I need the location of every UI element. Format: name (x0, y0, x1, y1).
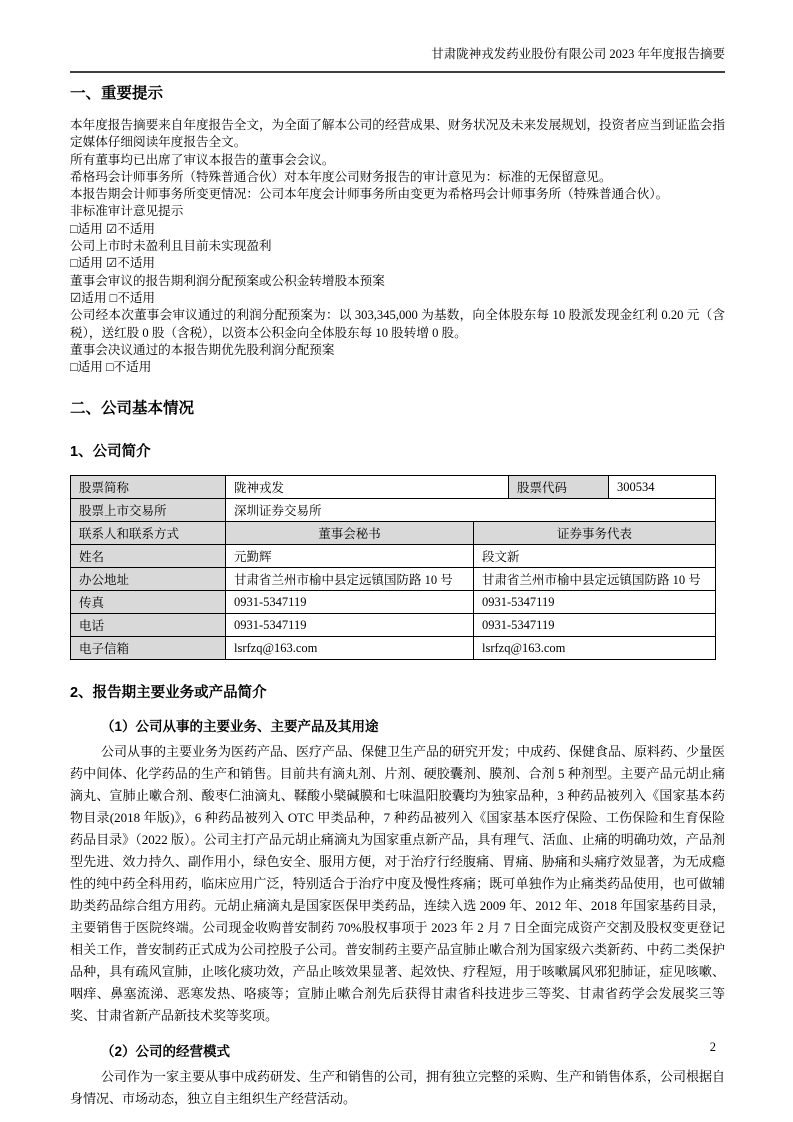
stock-name-label-cell: 股票简称 (71, 476, 226, 499)
table-row-exchange (71, 499, 716, 522)
notice-line: 董事会审议的报告期利润分配预案或公积金转增股本预案 (70, 273, 385, 288)
company-info-table (70, 475, 716, 660)
section-1-body (70, 117, 725, 376)
representative-value-cell: 0931-5347119 (474, 591, 716, 614)
table-row (71, 637, 716, 660)
running-header (70, 46, 725, 73)
business-part1-paragraph: 公司从事的主要业务为医药产品、医疗产品、保健卫生产品的研究开发；中成药、保健食品、原料药、少量医药中间体、化学药品的生产和销售。目前共有滴丸剂、片剂、硬胶囊剂、膜剂、合剂 5 种剂型。主要产品元胡止痛滴丸、宣肺止嗽合剂、酸枣仁油滴丸、鞣酸小檗碱膜和七味温阳胶囊均为独家品种，3 种药品被列入《国家基本药物目录(2018 年版)》，6 种药品被列入 OTC 甲类品种，7 种药品被列入《国家基本医疗保险、工伤保险和生育保险药品目录》（2022 版）。公司主打产品元胡止痛滴丸为国家重点新产品，具有理气、活血、止痛的明确功效，产品剂型先进、效力持久、副作用小，绿色安全、服用方便，对于治疗行经腹痛、胃痛、胁痛和头痛疗效显著，为无成瘾性的纯中药全科用药，临床应用广泛，特别适合于治疗中度及慢性疼痛；既可单独作为止痛类药品使用，也可做辅助类药品综合组方用药。元胡止痛滴丸是国家医保甲类药品，连续入选 2009 年、2012 年、2018 年国家基药目录，主要销售于医院终端。公司现金收购普安制药 70%股权事项于 2023 年 2 月 7 日全面完成资产交割及股权变更登记相关工作，普安制药正式成为公司控股子公司。普安制药主要产品宣肺止嗽合剂为国家级六类新药、中药二类保护品种，具有疏风宣肺，止咳化痰功效，产品止咳效果显著、起效快、疗程短，用于咳嗽属风邪犯肺证，症见咳嗽、咽痒、鼻塞流涕、恶寒发热、咯痰等；宣肺止嗽合剂先后获得甘肃省科技进步三等奖、甘肃省药学会发展奖三等奖、甘肃省新产品新技术奖等奖项。 (70, 744, 726, 1024)
page-number: 2 (709, 1040, 716, 1054)
secretary-value-cell: 0931-5347119 (226, 614, 474, 637)
running-header-title: 甘肃陇神戎发药业股份有限公司 2023 年年度报告摘要 (431, 47, 725, 61)
secretary-value-cell: 甘肃省兰州市榆中县定远镇国防路 10 号 (226, 568, 474, 591)
contact-label-cell: 联系人和联系方式 (71, 522, 226, 545)
stock-name-value-cell: 陇神戎发 (226, 476, 509, 499)
secretary-value-cell: 元勤辉 (226, 545, 474, 568)
notice-line: 公司经本次董事会审议通过的利润分配预案为：以 303,345,000 为基数，向全体股东每 10 股派发现金红利 0.20 元（含税），送红股 0 股（含税），以资本公积金向全体股东每 10 股转增 0 股。 (70, 308, 725, 340)
table-row (71, 545, 716, 568)
exchange-value-cell: 深圳证券交易所 (226, 499, 716, 522)
row-label-cell: 姓名 (71, 545, 226, 568)
notice-line: 公司上市时未盈利且目前未实现盈利 (70, 239, 272, 254)
secretary-value-cell: lsrfzq@163.com (226, 637, 474, 660)
exchange-label-cell: 股票上市交易所 (71, 499, 226, 522)
row-label-cell: 办公地址 (71, 568, 226, 591)
notice-line: 非标准审计意见提示 (70, 204, 184, 219)
notice-line: 希格玛会计师事务所（特殊普通合伙）对本年度公司财务报告的审计意见为：标准的无保留意见。 (70, 169, 612, 184)
representative-value-cell: 段文新 (474, 545, 716, 568)
notice-checkbox-line: ☑适用 □不适用 (70, 290, 156, 305)
row-label-cell: 电话 (71, 614, 226, 637)
business-part2-title: （2）公司的经营模式 (101, 1044, 231, 1060)
representative-value-cell: 0931-5347119 (474, 614, 716, 637)
table-row (71, 614, 716, 637)
row-label-cell: 电子信箱 (71, 637, 226, 660)
business-part2-paragraph: 公司作为一家主要从事中成药研发、生产和销售的公司，拥有独立完整的采购、生产和销售体系，公司根据自身情况、市场动态，独立自主组织生产经营活动。 (70, 1069, 726, 1107)
section-2-title: 二、公司基本情况 (70, 400, 195, 418)
table-row (71, 591, 716, 614)
secretary-header-cell: 董事会秘书 (226, 522, 474, 545)
notice-line: 所有董事均已出席了审议本报告的董事会会议。 (70, 152, 335, 167)
stock-code-value-cell: 300534 (609, 476, 716, 499)
section-1-title: 一、重要提示 (70, 85, 164, 102)
table-row-contact-header (71, 522, 716, 545)
notice-checkbox-line: □适用 ☑不适用 (70, 221, 156, 236)
representative-value-cell: 甘肃省兰州市榆中县定远镇国防路 10 号 (474, 568, 716, 591)
table-row-stock (71, 476, 716, 499)
representative-header-cell: 证券事务代表 (474, 522, 716, 545)
notice-line: 本报告期会计师事务所变更情况：公司本年度会计师事务所由变更为希格玛会计师事务所（特殊普通合伙）。 (70, 187, 669, 202)
notice-line: 董事会决议通过的本报告期优先股利润分配预案 (70, 342, 335, 357)
row-label-cell: 传真 (71, 591, 226, 614)
notice-line: 本年度报告摘要来自年度报告全文，为全面了解本公司的经营成果、财务状况及未来发展规划，投资者应当到证监会指定媒体仔细阅读年度报告全文。 (70, 118, 725, 150)
representative-value-cell: lsrfzq@163.com (474, 637, 716, 660)
company-profile-title: 1、公司简介 (70, 444, 151, 461)
business-section-title: 2、报告期主要业务或产品简介 (70, 685, 267, 702)
business-part1-title: （1）公司从事的主要业务、主要产品及其用途 (101, 719, 379, 735)
secretary-value-cell: 0931-5347119 (226, 591, 474, 614)
stock-code-label-cell: 股票代码 (509, 476, 609, 499)
table-row (71, 568, 716, 591)
notice-checkbox-line: □适用 ☑不适用 (70, 256, 156, 271)
notice-checkbox-line: □适用 □不适用 (70, 360, 152, 375)
